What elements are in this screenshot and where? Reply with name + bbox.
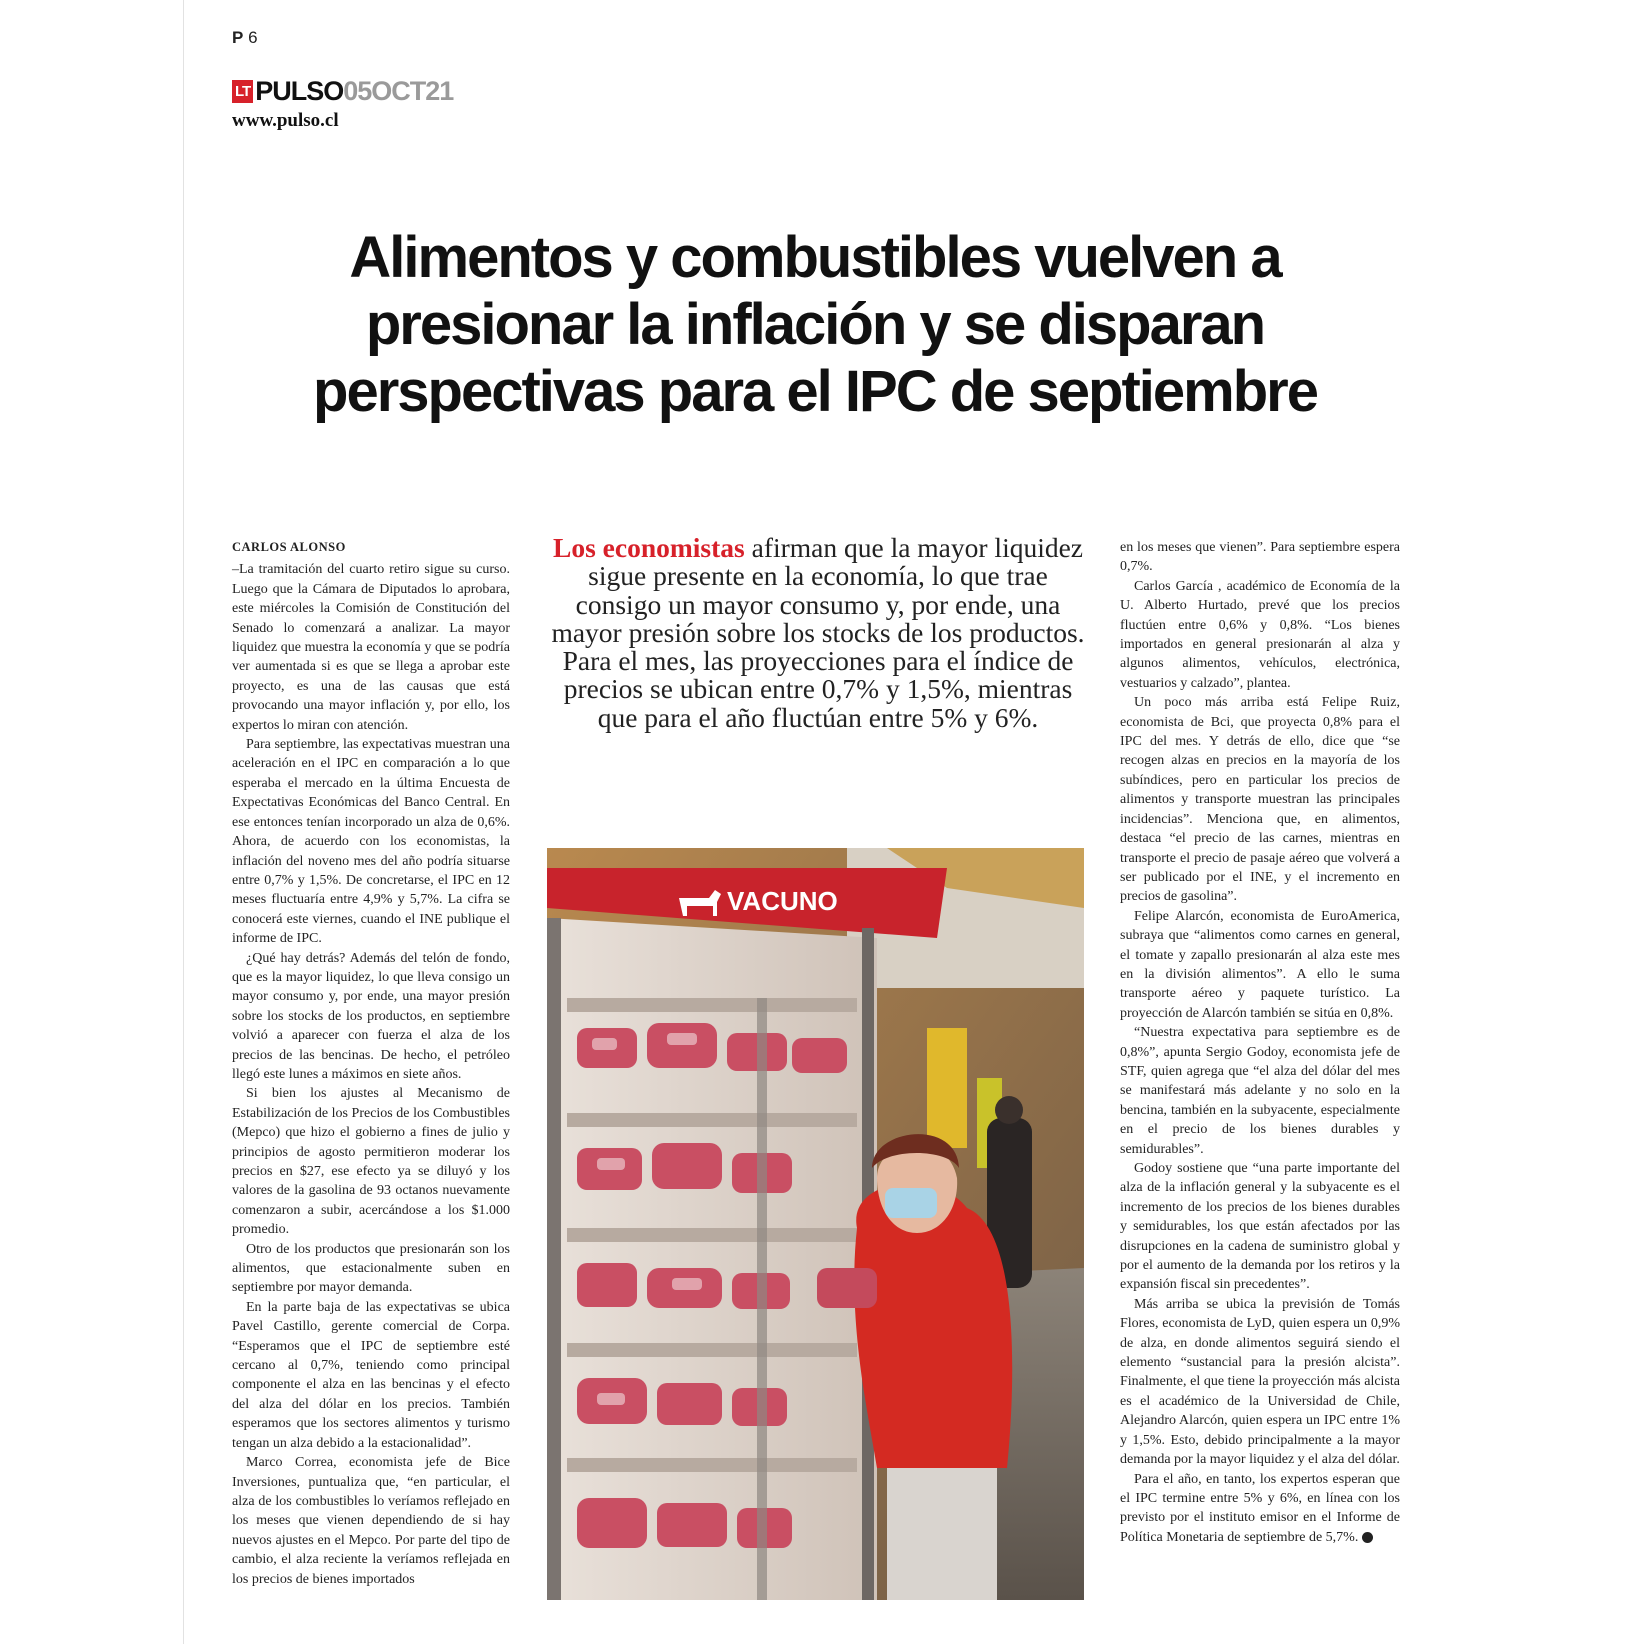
paragraph: Godoy sostiene que “una parte importante del alza de la inflación general y la subyacente es el incremento de los precios de los bienes durables y semidurables, los que están afectados por las disrupciones en la cadena de suministro global y por el aumento de la demanda por los retiros y la expansión fiscal sin precedentes”. (1120, 1161, 1400, 1293)
article-headline: Alimentos y combustibles vuelven a presionar la inflación y se disparan perspectivas para el IPC de septiembre (313, 225, 1317, 424)
paragraph: Un poco más arriba está Felipe Ruiz, economista de Bci, que proyecta 0,8% para el IPC del mes. Y detrás de ello, dice que “se recogen alzas en precios en la mayoría de los subíndices, pero en particular los precios de alimentos y transporte muestran las principales incidencias”. Menciona que, en alimentos, destaca “el precio de las carnes, mientras en transporte el precio de pasaje aéreo que volverá a ser publicado por el INE, y el incremento en precios de gasolina”. (1120, 695, 1400, 905)
paragraph: –La tramitación del cuarto retiro sigue su curso. Luego que la Cámara de Diputados lo aprobara, este miércoles la Comisión de Constitución del Senado lo comenzará a analizar. La mayor liquidez que muestra la economía y que se podría ver aumentada si es que se llega a aprobar este proyecto, es una de las causas que está provocando una mayor inflación y, por ello, los expertos lo miran con atención. (232, 562, 510, 733)
website-url: www.pulso.cl (232, 110, 339, 131)
face-mask (885, 1188, 937, 1218)
article-column-right (1120, 538, 1400, 1547)
paragraph-text: Para el año, en tanto, los expertos esperan que el IPC termine entre 5% y 6%, en línea con los previsto por el instituto emisor en el Informe de Política Monetaria de septiembre de 5,7%. (1120, 1471, 1400, 1545)
article-deck (548, 534, 1088, 732)
deck-lead: Los economistas (552, 532, 745, 563)
paragraph: Más arriba se ubica la previsión de Tomás Flores, economista de LyD, quien espera un 0,9% de alza, en donde alimentos seguirá siendo el elemento “sustancial para la presión alcista”. Finalmente, el que tiene la proyección más alcista es el académico de la Universidad de Chile, Alejandro Alarcón, quien espera un IPC entre 1% y 1,5%. Esto, debido principalmente a la mayor demanda por la mayor liquidez y el alza del dólar. (1120, 1296, 1400, 1468)
paragraph: ¿Qué hay detrás? Además del telón de fondo, que es la mayor liquidez, lo que lleva consigo un mayor consumo y, por ende, una mayor presión sobre los stocks de los productos, en septiembre volvió a aparecer con fuerza el alza de los precios de las bencinas. De hecho, el petróleo llegó este lunes a máximos en siete años. (232, 950, 510, 1082)
vacuno-sign-text: VACUNO (727, 886, 838, 916)
paragraph (1120, 1470, 1400, 1548)
issue-date: 05OCT21 (343, 76, 454, 106)
supermarket-photo (547, 848, 1084, 1600)
lt-logo-badge: LT (232, 80, 253, 103)
byline: CARLOS ALONSO (232, 540, 346, 554)
masthead (232, 76, 453, 107)
paragraph: en los meses que vienen”. Para septiembre espera 0,7%. (1120, 540, 1400, 575)
paragraph: En la parte baja de las expectativas se ubica Pavel Castillo, gerente comercial de Corpa. “Esperamos que el IPC de septiembre esté cercano al 0,7%, teniendo como principal componente el alza en las bencinas y el efecto del alza del dólar en los precios. También esperamos que los sectores alimentos y turismo tengan un alza debido a la estacionalidad”. (232, 1299, 510, 1451)
paragraph: Carlos García , académico de Economía de la U. Alberto Hurtado, prevé que los precios fluctúen entre 0,6% y 0,8%. “Los bienes importados en general presionarán al alza y algunos alimentos, vehículos, electrónica, vestuarios y calzado”, plantea. (1120, 578, 1400, 691)
brand-name: PULSO (255, 76, 344, 106)
paragraph: Otro de los productos que presionarán son los alimentos, que estacionalmente suben en septiembre por mayor demanda. (232, 1241, 510, 1296)
paragraph: Si bien los ajustes al Mecanismo de Estabilización de los Precios de los Combustibles (Mepco) que hizo el gobierno a fines de julio y principios de agosto permitieron moderar los precios en $27, ese efecto ya se diluyó y los valores de la gasolina de 93 octanos nuevamente comenzaron a subir, acercándose a los $1.000 promedio. (232, 1086, 510, 1238)
deck-text: afirman que la mayor liquidez sigue presente en la economía, lo que trae consigo un mayor consumo y, por ende, una mayor presión sobre los stocks de los productos. Para el mes, las proyecciones para el índice de precios se ubican entre 0,7% y 1,5%, mientras que para el año fluctúan entre 5% y 6%. (551, 532, 1085, 733)
paragraph: Para septiembre, las expectativas muestran una aceleración en el IPC en comparación a lo que esperaba el mercado en la última Encuesta de Expectativas Económicas del Banco Central. En ese entonces tenían incorporado un alza de 0,6%. Ahora, de acuerdo con los economistas, la inflación del noveno mes del año podría situarse entre 0,7% y 1,5%. De concretarse, el IPC en 12 meses fluctuaría entre 4,9% y 5,7%. La cifra se conocerá este viernes, cuando el INE publique el informe de IPC. (232, 737, 510, 947)
paragraph: Felipe Alarcón, economista de EuroAmerica, subraya que “alimentos como carnes en general, el tomate y zapallo presionarán al alza este mes en la división alimentos”. A ello le suma transporte aéreo y paquete turístico. La proyección de Alarcón también se sitúa en 0,8%. (1120, 908, 1400, 1021)
paragraph: Marco Correa, economista jefe de Bice Inversiones, puntualiza que, “en particular, el alza de los combustibles lo veríamos reflejado en los meses que vienen dependiendo de si hay nuevos ajustes en el Mepco. Por parte del tipo de cambio, el alza reciente la veríamos reflejada en los precios de bienes importados (232, 1455, 510, 1587)
article-column-left (232, 538, 510, 1589)
page-side-rule (183, 0, 184, 1644)
article-end-mark-icon: P (1362, 1532, 1373, 1543)
paragraph: “Nuestra expectativa para septiembre es de 0,8%”, apunta Sergio Godoy, economista jefe de STF, quien agrega que “el alza del dólar del mes se manifestará más adelante y no solo en la bencina, también en la subyacente, especialmente en el precio de los bienes durables y semidurables”. (1120, 1025, 1400, 1157)
page-number: P 6 (232, 28, 258, 47)
